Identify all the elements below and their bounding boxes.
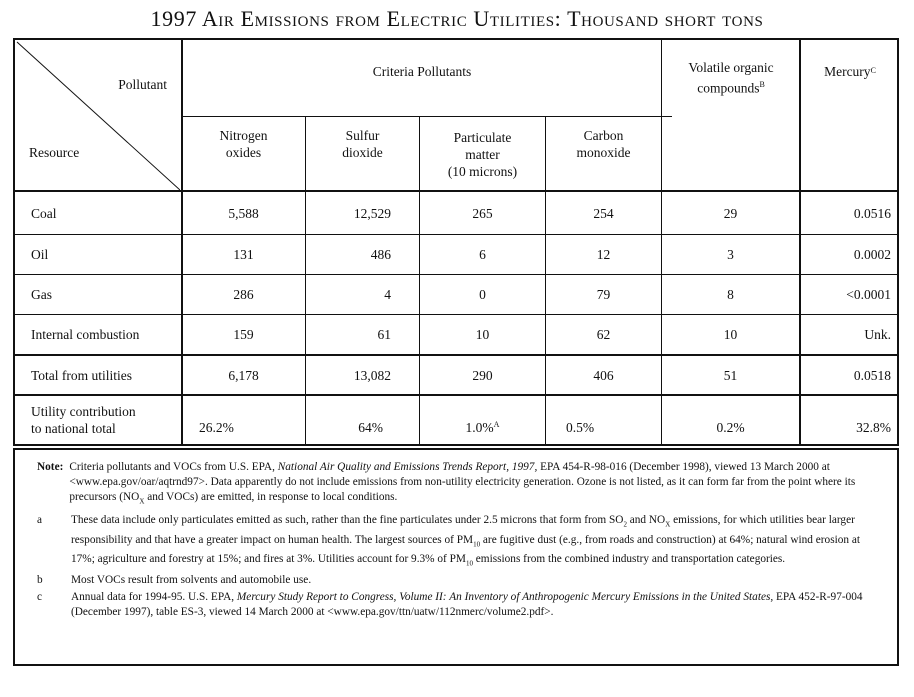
criteria-header: Criteria Pollutants [372,63,472,79]
voc-header [663,58,799,98]
mercury-header [801,56,899,86]
so2-header [306,124,419,164]
footnote-a-sub1: 2 [623,520,627,529]
so2-header-line2: dioxide [342,145,383,160]
pm-value: 6 [479,247,486,262]
row-label: Gas [31,287,52,302]
voc-header-line2 [697,76,765,97]
note-text-d: and VOCs) are emitted, in response to local conditions. [144,491,398,503]
nox-header-line2: oxides [225,145,262,160]
so2-value: 61 [377,327,391,342]
footnote-a-text [71,513,883,571]
co-value: 406 [593,367,614,383]
page-title: 1997 Air Emissions from Electric Utilities: Thousand short tons [150,6,764,31]
nox-value: 26.2% [199,419,234,435]
voc-header-line1: Volatile organic [688,60,774,76]
pm-value: 290 [472,367,493,383]
note-sub: X [139,497,145,506]
co-header-line1: Carbon [583,128,624,143]
note-main [37,460,883,509]
pollutant-header: Pollutant [118,76,167,92]
so2-value: 13,082 [353,367,391,383]
mercury-value: 0.0518 [853,367,891,383]
contribution-label [31,398,181,442]
note-text-a: Criteria pollutants and VOCs from U.S. EPA, [69,461,275,473]
co-value: 12 [596,247,611,262]
co-value: 254 [593,205,614,221]
footnote-a [37,513,883,571]
pm-value: 10 [475,327,490,342]
row-label: Coal [31,205,57,221]
mercury-value: 0.0002 [853,247,891,262]
nox-value: 5,588 [228,205,259,221]
pm-header-line1: Particulate [453,129,512,145]
pm-value: 0 [479,287,486,302]
so2-value: 12,529 [353,205,391,221]
criteria-divider [182,116,672,117]
note-label: Note: [37,461,64,473]
voc-header-text: compounds [697,80,760,96]
note-source-title: National Air Quality and Emissions Trends Report, 1997, [277,461,538,473]
voc-footnote-ref: B [759,80,765,90]
nox-value: 159 [233,327,254,342]
row-label: Total from utilities [31,367,133,383]
footnote-b [37,573,883,588]
contribution-label-line1: Utility contribution [31,404,136,419]
voc-value: 8 [727,287,734,302]
mercury-value: 0.0516 [853,205,891,221]
so2-header-line1: Sulfur [345,128,380,143]
footnote-c [37,590,883,620]
notes-box [13,448,899,666]
footnote-a-part5: emissions from the combined industry and transportation categories. [472,552,786,565]
header-diagonal [15,40,180,194]
co-value: 79 [596,287,611,302]
resource-header: Resource [29,144,80,160]
nox-header [182,124,305,164]
voc-value: 3 [727,247,734,262]
row-label: Internal combustion [31,327,140,342]
co-header-line2: monoxide [576,145,631,160]
mercury-value: Unk. [864,327,891,342]
pm-contribution-text: 1.0% [465,419,494,435]
so2-value: 64% [358,419,383,435]
footnote-c-key: c [37,591,43,603]
so2-value: 4 [384,287,391,302]
pm-value [420,412,545,442]
pm-header-line2: matter [465,146,500,162]
footnote-c-part1: Annual data for 1994-95. U.S. EPA, [71,591,235,603]
footnote-a-sub2: X [665,520,671,529]
footnote-c-text [71,590,883,620]
nox-value: 6,178 [228,367,259,383]
voc-value: 10 [723,327,738,342]
voc-value: 29 [723,205,738,221]
co-value: 62 [596,327,611,342]
row-divider [15,394,897,396]
voc-value: 51 [723,367,738,383]
mercury-footnote-ref: C [870,66,876,75]
footnote-a-part3: emissions, for which utilities bear larger responsibility and that have a greater impact on human health. The largest sources of PM [71,514,855,546]
co-header [546,124,661,164]
pm-footnote-ref: A [493,420,500,429]
nox-header-line1: Nitrogen [219,128,268,143]
so2-value: 486 [370,247,391,262]
voc-value: 0.2% [716,419,745,435]
footnote-b-key: b [37,574,43,586]
footnote-c-source-title: Mercury Study Report to Congress, Volume II: An Inventory of Anthropogenic Mercury Emissions in the United States, [236,591,774,603]
mercury-value: <0.0001 [846,287,891,302]
footnote-a-sub3: 10 [473,539,481,548]
mercury-header-text: Mercury [824,63,871,79]
footnote-a-key: a [37,514,43,527]
footnote-a-part4: are fugitive dust (e.g., from roads and construction) at 64%; natural wind erosion at 17%; agriculture and forestry at 15%; and fires at 3%. Utilities account for 9.3% of PM [71,533,861,565]
footnote-b-text: Most VOCs result from solvents and automobile use. [71,574,312,586]
footnote-a-part1: These data include only particulates emitted as such, rather than the fine particulates under 2.5 microns that form from SO [71,514,624,527]
nox-value: 131 [233,247,254,262]
footnote-a-sub4: 10 [465,559,473,567]
pm-value: 265 [472,205,493,221]
footnote-a-part2: and NO [626,514,666,527]
footnote-c-part3: EPA 452-R-97-004 (December 1997), table ES-3, viewed 14 March 2000 at <www.epa.gov/ttn/uatw/112nmerc/volume2.pdf>. [71,591,863,618]
note-text [69,460,883,509]
mercury-value: 32.8% [856,419,891,435]
contribution-label-line2: to national total [31,421,116,436]
pm-header-line3: (10 microns) [447,163,518,179]
row-label: Oil [31,247,49,262]
emissions-table [13,38,899,446]
nox-value: 286 [233,287,254,302]
pm-header [420,124,545,184]
note-text-c: EPA 454-R-98-016 (December 1998), viewed 13 March 2000 at <www.epa.gov/oar/aqtrnd97>. Data apparently do not include emissions from non-utility electricity generation. Ozone is not listed, as it can form far from the point where its precursors (NO [69,461,856,503]
co-value: 0.5% [566,419,595,435]
